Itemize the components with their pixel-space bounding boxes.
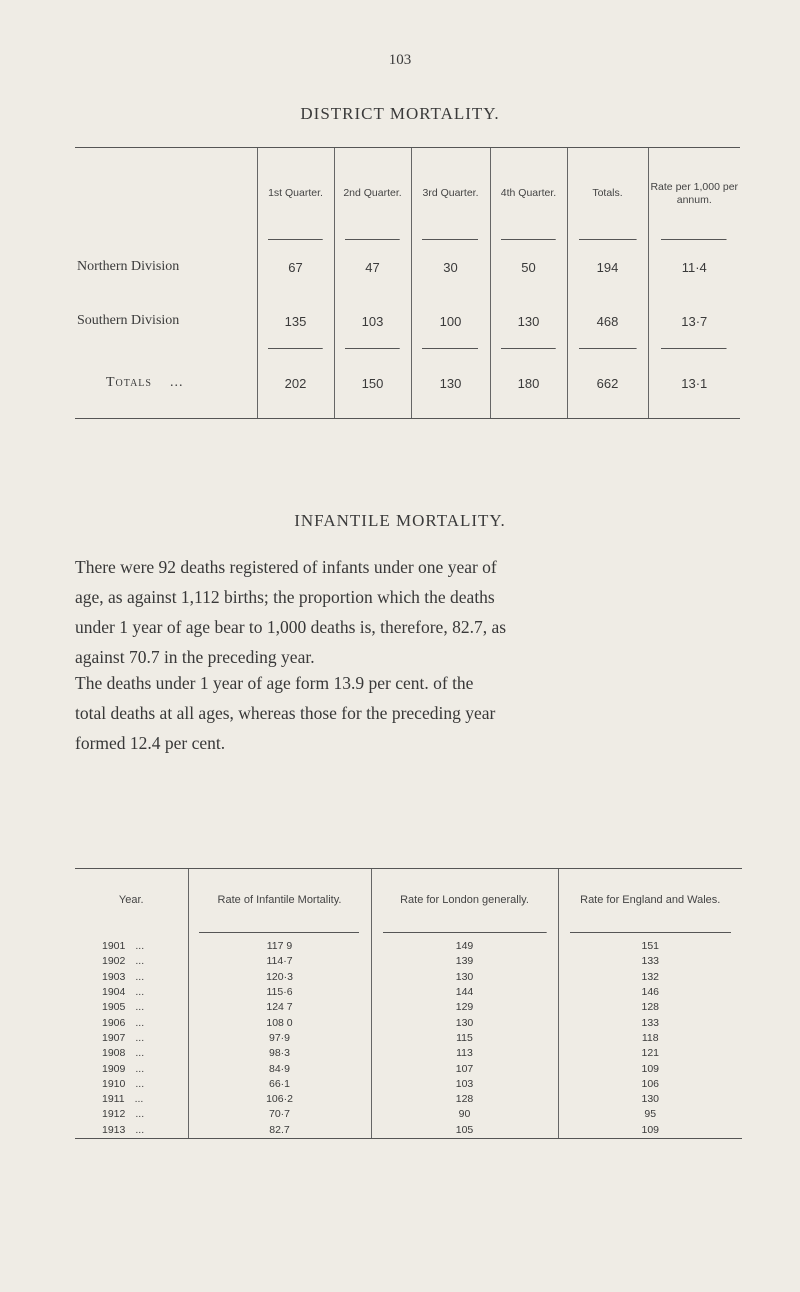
cell-value: 67 <box>257 240 334 294</box>
cell-value: 180 <box>490 348 567 419</box>
london-rate-cell: 115 <box>371 1031 558 1046</box>
infantile-rate-cell: 114·7 <box>188 954 371 969</box>
england-rate-cell: 109 <box>558 1061 742 1076</box>
table-row <box>75 1061 742 1076</box>
england-rate-cell: 132 <box>558 970 742 985</box>
table-row <box>75 1046 742 1061</box>
london-rate-cell: 113 <box>371 1046 558 1061</box>
england-rate-cell: 146 <box>558 985 742 1000</box>
infantile-rate-cell: 106·2 <box>188 1092 371 1107</box>
london-rate-cell: 105 <box>371 1123 558 1139</box>
paragraph-percent-deaths <box>75 668 742 758</box>
cell-value: 202 <box>257 348 334 419</box>
england-rate-cell: 130 <box>558 1092 742 1107</box>
england-rate-cell: 151 <box>558 933 742 954</box>
london-rate-cell: 130 <box>371 970 558 985</box>
cell-value: 13·1 <box>648 348 740 419</box>
england-rate-cell: 106 <box>558 1077 742 1092</box>
table-row-northern <box>75 240 740 294</box>
year-cell: 1905 ... <box>102 1001 145 1014</box>
table-row <box>75 933 742 954</box>
london-rate-cell: 129 <box>371 1000 558 1015</box>
year-cell: 1908 ... <box>102 1047 145 1060</box>
infantile-rate-cell: 98·3 <box>188 1046 371 1061</box>
england-rate-cell: 118 <box>558 1031 742 1046</box>
year-cell: 1901 ... <box>102 940 145 953</box>
infantile-rate-cell: 70·7 <box>188 1107 371 1122</box>
header-year: Year. <box>75 869 188 934</box>
text-line: under 1 year of age bear to 1,000 deaths is, therefore, 82.7, as <box>75 617 507 637</box>
table-row <box>75 1123 742 1139</box>
table-row-totals <box>75 348 740 419</box>
text-line: against 70.7 in the preceding year. <box>75 647 315 667</box>
infantile-rate-cell: 120·3 <box>188 970 371 985</box>
infantile-mortality-table <box>75 868 742 1139</box>
header-rate: Rate per 1,000 per annum. <box>648 148 740 241</box>
paragraph-infant-deaths <box>75 552 742 672</box>
year-cell: 1913 ... <box>75 1123 188 1139</box>
london-rate-cell: 130 <box>371 1015 558 1030</box>
cell-value: 30 <box>411 240 490 294</box>
year-cell: 1911 ... <box>102 1093 144 1106</box>
row-label: Northern Division <box>77 259 180 274</box>
infantile-rate-cell: 84·9 <box>188 1061 371 1076</box>
year-cell: 1902 ... <box>102 955 145 968</box>
infantile-rate-cell: 115·6 <box>188 985 371 1000</box>
cell-value: 11·4 <box>648 240 740 294</box>
cell-value: 135 <box>257 294 334 348</box>
header-infantile-rate: Rate of Infantile Mortality. <box>188 869 371 934</box>
cell-value: 103 <box>334 294 411 348</box>
infantile-rate-cell: 117 9 <box>188 933 371 954</box>
cell-value: 150 <box>334 348 411 419</box>
year-cell: 1904 ... <box>102 986 145 999</box>
page-number: 103 <box>388 52 412 68</box>
header-q2: 2nd Quarter. <box>334 148 411 241</box>
text-line: formed 12.4 per cent. <box>75 733 226 753</box>
cell-value: 47 <box>334 240 411 294</box>
year-cell: 1903 ... <box>102 970 145 983</box>
england-rate-cell: 109 <box>558 1123 742 1139</box>
infantile-rate-cell: 97·9 <box>188 1031 371 1046</box>
district-mortality-table <box>75 147 740 419</box>
totals-label: Totals ... <box>75 348 257 419</box>
london-rate-cell: 149 <box>371 933 558 954</box>
header-london-rate: Rate for London generally. <box>371 869 558 934</box>
header-totals: Totals. <box>567 148 648 241</box>
cell-value: 100 <box>411 294 490 348</box>
cell-value: 468 <box>567 294 648 348</box>
text-line: age, as against 1,112 births; the proportion which the deaths <box>75 587 495 607</box>
header-england-rate: Rate for England and Wales. <box>558 869 742 934</box>
table-row <box>75 1107 742 1122</box>
year-cell: 1910 ... <box>102 1077 145 1090</box>
year-cell: 1909 ... <box>102 1062 145 1075</box>
london-rate-cell: 103 <box>371 1077 558 1092</box>
text-line: total deaths at all ages, whereas those for the preceding year <box>75 703 496 723</box>
london-rate-cell: 107 <box>371 1061 558 1076</box>
cell-value: 130 <box>490 294 567 348</box>
infantile-rate-cell: 82.7 <box>188 1123 371 1139</box>
district-mortality-heading: DISTRICT MORTALITY. <box>300 104 500 123</box>
england-rate-cell: 121 <box>558 1046 742 1061</box>
table-row-southern <box>75 294 740 348</box>
stub-header <box>75 148 257 241</box>
header-q1: 1st Quarter. <box>257 148 334 241</box>
year-cell: 1907 ... <box>102 1031 145 1044</box>
cell-value: 50 <box>490 240 567 294</box>
london-rate-cell: 139 <box>371 954 558 969</box>
england-rate-cell: 95 <box>558 1107 742 1122</box>
cell-value: 194 <box>567 240 648 294</box>
table-row <box>75 985 742 1000</box>
table-row <box>75 1031 742 1046</box>
cell-value: 130 <box>411 348 490 419</box>
header-q4: 4th Quarter. <box>490 148 567 241</box>
text-line: The deaths under 1 year of age form 13.9 per cent. of the <box>75 673 474 693</box>
infantile-rate-cell: 124 7 <box>188 1000 371 1015</box>
cell-value: 662 <box>567 348 648 419</box>
london-rate-cell: 90 <box>371 1107 558 1122</box>
table-row <box>75 1015 742 1030</box>
england-rate-cell: 128 <box>558 1000 742 1015</box>
year-cell: 1912 ... <box>102 1108 145 1121</box>
table-row <box>75 1092 742 1107</box>
header-q3: 3rd Quarter. <box>411 148 490 241</box>
infantile-rate-cell: 108 0 <box>188 1015 371 1030</box>
table-row <box>75 1000 742 1015</box>
table-row <box>75 970 742 985</box>
london-rate-cell: 144 <box>371 985 558 1000</box>
table-row <box>75 1077 742 1092</box>
infantile-mortality-heading: INFANTILE MORTALITY. <box>294 511 506 530</box>
england-rate-cell: 133 <box>558 1015 742 1030</box>
year-cell: 1906 ... <box>102 1016 145 1029</box>
text-line: There were 92 deaths registered of infants under one year of <box>75 557 497 577</box>
infantile-rate-cell: 66·1 <box>188 1077 371 1092</box>
table-row <box>75 954 742 969</box>
row-label: Southern Division <box>77 313 180 328</box>
england-rate-cell: 133 <box>558 954 742 969</box>
london-rate-cell: 128 <box>371 1092 558 1107</box>
cell-value: 13·7 <box>648 294 740 348</box>
